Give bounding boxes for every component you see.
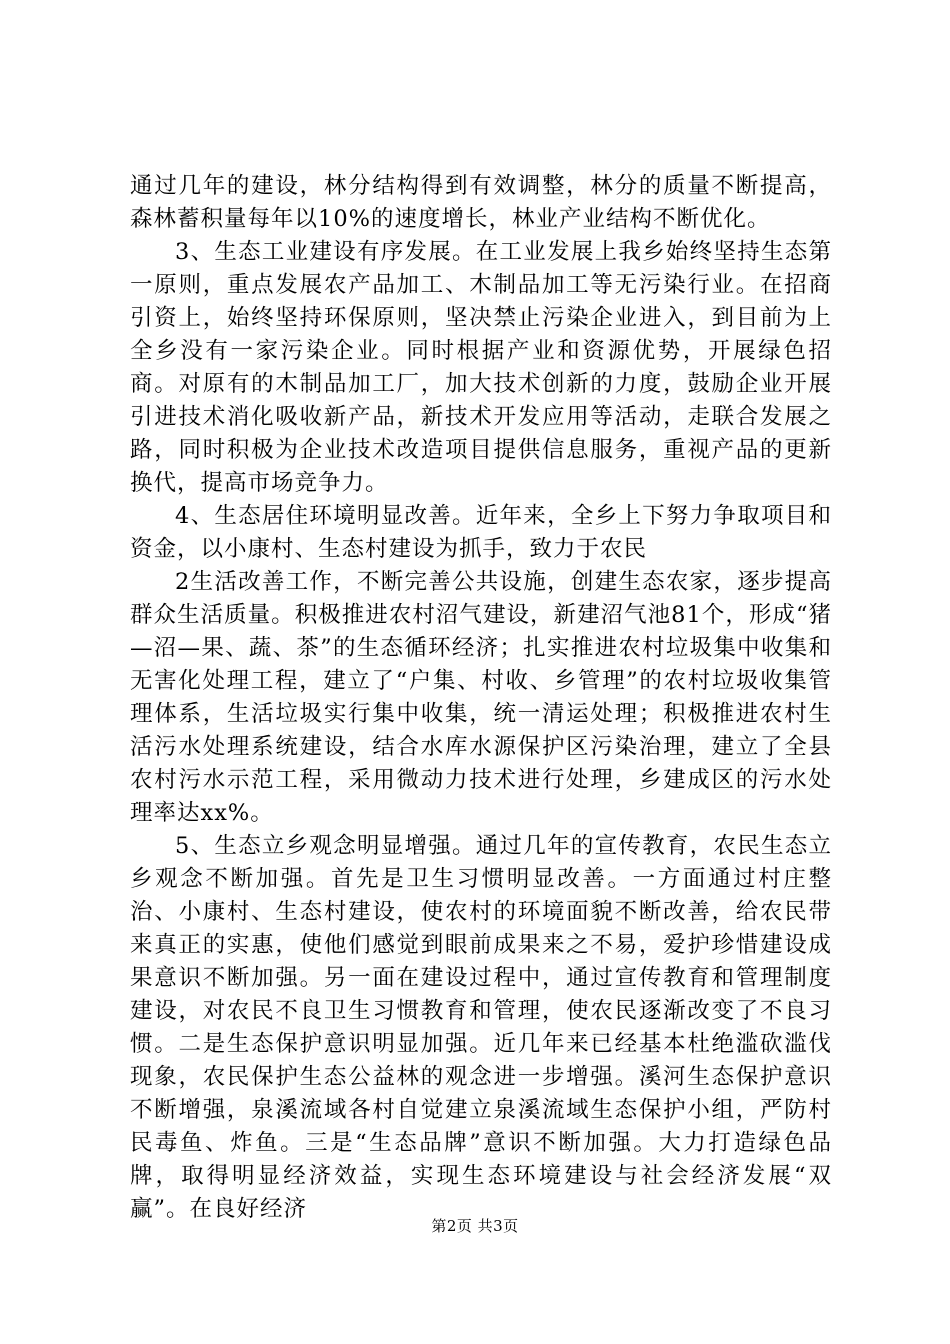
paragraph-living-improvement: 2生活改善工作，不断完善公共设施，创建生态农家，逐步提高群众生活质量。积极推进农村沼气建设，新建沼气池81个，形成“猪—沼—果、蔬、茶”的生态循环经济；扎实推进农村垃圾集中收集和无害化处理工程，建立了“户集、村收、乡管理”的农村垃圾收集管理体系，生活垃圾实行集中收集，统一清运处理；积极推进农村生活污水处理系统建设，结合水库水源保护区污染治理，建立了全县农村污水示范工程，采用微动力技术进行处理，乡建成区的污水处理率达xx%。 [130,569,832,826]
paragraph-living-environment: 4、生态居住环境明显改善。近年来，全乡上下努力争取项目和资金，以小康村、生态村建设为抓手，致力于农民 [130,503,832,562]
paragraph-forest-structure: 通过几年的建设，林分结构得到有效调整，林分的质量不断提高，森林蓄积量每年以10%的速度增长，林业产业结构不断优化。 [130,173,832,232]
paragraph-eco-awareness: 5、生态立乡观念明显增强。通过几年的宣传教育，农民生态立乡观念不断加强。首先是卫生习惯明显改善。一方面通过村庄整治、小康村、生态村建设，使农村的环境面貌不断改善，给农民带来真正的实惠，使他们感觉到眼前成果来之不易，爱护珍惜建设成果意识不断加强。另一面在建设过程中，通过宣传教育和管理制度建设，对农民不良卫生习惯教育和管理，使农民逐渐改变了不良习惯。二是生态保护意识明显加强。近几年来已经基本杜绝滥砍滥伐现象，农民保护生态公益林的观念进一步增强。溪河生态保护意识不断增强，泉溪流域各村自觉建立泉溪流域生态保护小组，严防村民毒鱼、炸鱼。三是“生态品牌”意识不断加强。大力打造绿色品牌，取得明显经济效益，实现生态环境建设与社会经济发展“双赢”。在良好经济 [130,833,832,1222]
page-number-label: 第2页 共3页 [431,1217,519,1235]
document-body [130,170,832,1226]
page-footer [0,1216,950,1236]
paragraph-eco-industry: 3、生态工业建设有序发展。在工业发展上我乡始终坚持生态第一原则，重点发展农产品加工、木制品加工等无污染行业。在招商引资上，始终坚持环保原则，坚决禁止污染企业进入，到目前为上全乡没有一家污染企业。同时根据产业和资源优势，开展绿色招商。对原有的木制品加工厂，加大技术创新的力度，鼓励企业开展引进技术消化吸收新产品，新技术开发应用等活动，走联合发展之路，同时积极为企业技术改造项目提供信息服务，重视产品的更新换代，提高市场竞争力。 [130,239,832,496]
